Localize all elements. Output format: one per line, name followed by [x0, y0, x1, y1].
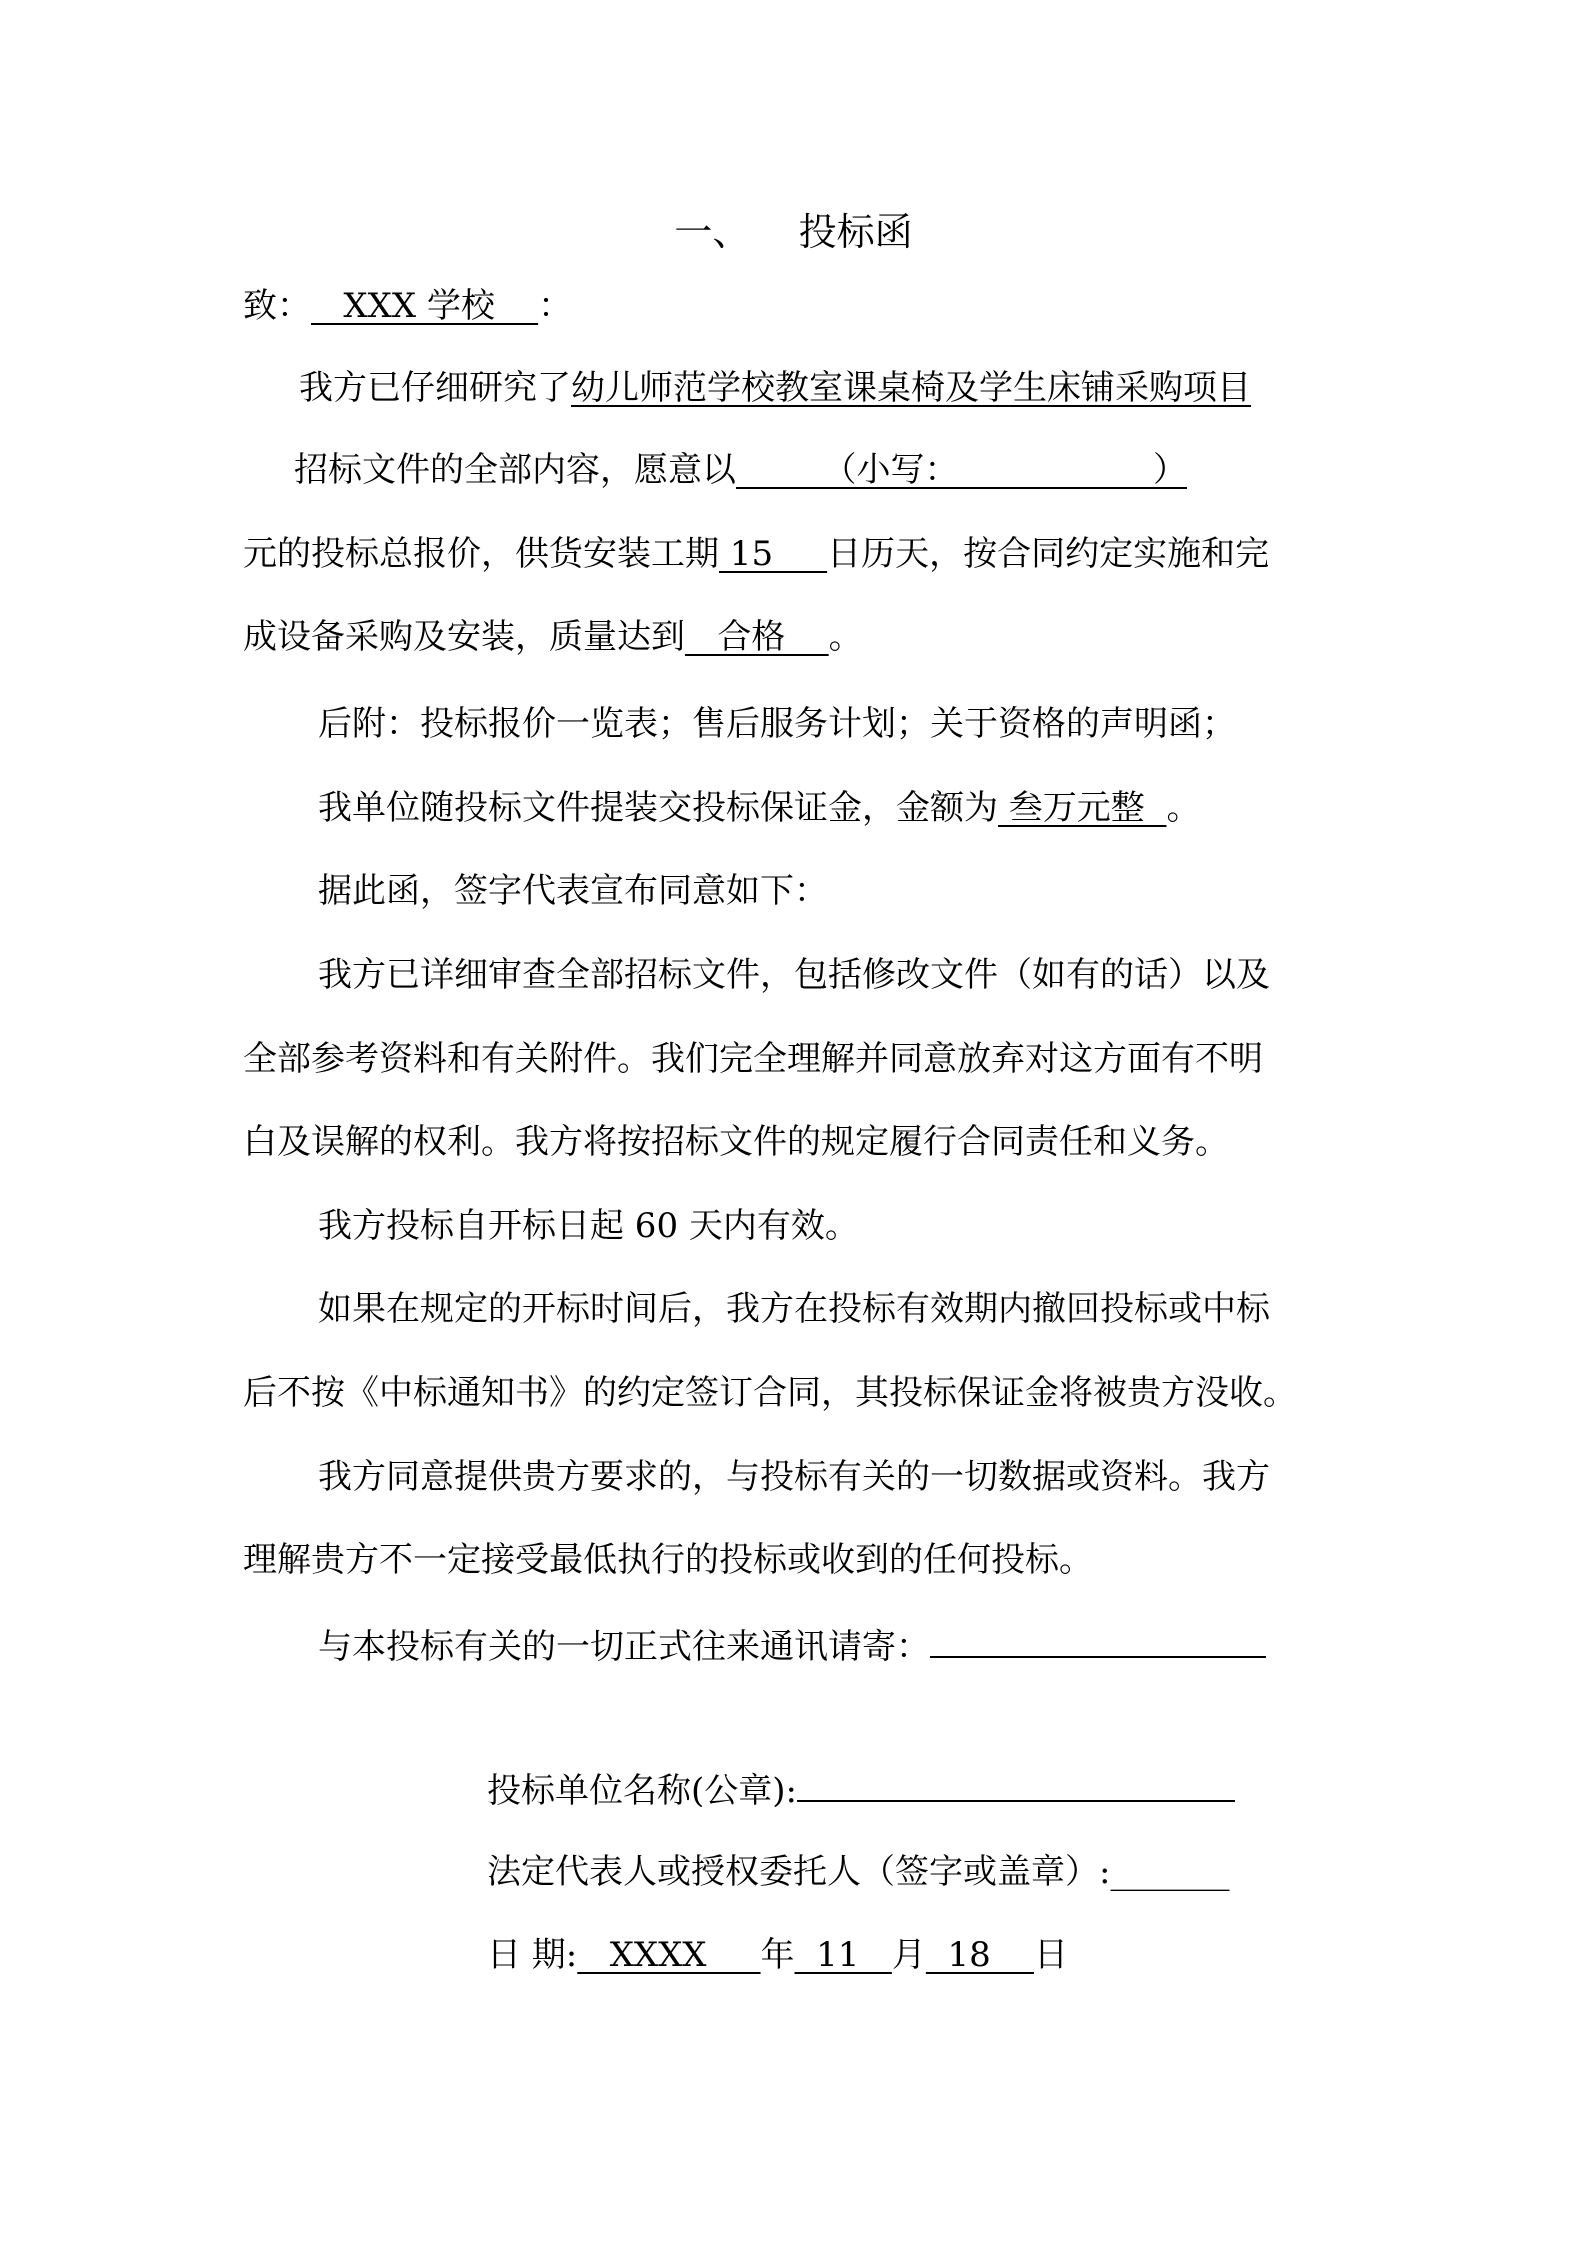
date-day: 18	[925, 1935, 1034, 1975]
correspondence-line	[318, 1622, 1266, 1669]
paragraph-line: 我方同意提供贵方要求的，与投标有关的一切数据或资料。我方	[318, 1457, 1270, 1497]
correspondence-address-field	[930, 1622, 1266, 1658]
representative-line	[487, 1850, 1229, 1894]
paragraph-text: 成设备采购及安装，质量达到	[243, 617, 685, 657]
recipient-prefix: 致：	[243, 286, 311, 326]
paragraph-line	[294, 448, 1187, 492]
paragraph-line	[243, 615, 863, 659]
attachments-line: 后附：投标报价一览表；售后服务计划；关于资格的声明函；	[318, 704, 1236, 744]
paragraph-line: 全部参考资料和有关附件。我们完全理解并同意放弃对这方面有不明	[243, 1039, 1263, 1079]
month-unit: 月	[891, 1935, 926, 1975]
company-name-line	[487, 1766, 1235, 1813]
paragraph-line	[243, 532, 1269, 576]
project-name: 幼儿师范学校教室课桌椅及学生床铺采购项目	[571, 368, 1251, 408]
representative-label: 法定代表人或授权委托人（签字或盖章）:	[487, 1852, 1111, 1892]
paragraph-text: 我方已仔细研究了	[299, 368, 571, 408]
day-unit: 日	[1033, 1935, 1068, 1975]
paragraph-text: 日历天，按合同约定实施和完	[827, 534, 1270, 574]
paragraph-line	[299, 366, 1251, 410]
recipient-name: XXX 学校	[311, 286, 539, 326]
deposit-line	[318, 786, 1200, 830]
date-label: 日 期:	[487, 1935, 578, 1975]
paragraph-text: 与本投标有关的一切正式往来通讯请寄：	[318, 1627, 930, 1667]
paragraph-text: 我单位随投标文件提装交投标保证金，金额为	[318, 788, 998, 828]
quality-level: 合格	[685, 617, 829, 657]
year-unit: 年	[760, 1935, 795, 1975]
paragraph-line: 如果在规定的开标时间后，我方在投标有效期内撤回投标或中标	[318, 1289, 1270, 1329]
company-name-field	[797, 1766, 1235, 1802]
bid-amount-field: （小写： ）	[736, 450, 1187, 490]
paragraph-text: 招标文件的全部内容，愿意以	[294, 450, 736, 490]
paragraph-line: 后不按《中标通知书》的约定签订合同，其投标保证金将被贵方没收。	[243, 1373, 1297, 1413]
date-year: XXXX	[577, 1935, 761, 1975]
paragraph-text: 元的投标总报价，供货安装工期	[243, 534, 719, 574]
date-line	[487, 1933, 1068, 1977]
delivery-days: 15	[719, 534, 828, 574]
paragraph-text: 。	[1166, 788, 1201, 828]
representative-field: _______	[1110, 1852, 1230, 1892]
paragraph-text: 。	[828, 617, 863, 657]
validity-line: 我方投标自开标日起 60 天内有效。	[318, 1206, 859, 1246]
paragraph-line: 我方已详细审查全部招标文件，包括修改文件（如有的话）以及	[318, 955, 1270, 995]
document-title: 一、 投标函	[674, 210, 913, 254]
recipient-suffix: ：	[538, 286, 573, 326]
declaration-line: 据此函，签字代表宣布同意如下：	[318, 871, 828, 911]
recipient-line	[243, 284, 572, 328]
paragraph-line: 白及误解的权利。我方将按招标文件的规定履行合同责任和义务。	[243, 1122, 1229, 1162]
company-name-label: 投标单位名称(公章):	[487, 1771, 797, 1811]
date-month: 11	[794, 1935, 892, 1975]
deposit-amount: 叁万元整	[998, 788, 1167, 828]
paragraph-line: 理解贵方不一定接受最低执行的投标或收到的任何投标。	[243, 1540, 1093, 1580]
